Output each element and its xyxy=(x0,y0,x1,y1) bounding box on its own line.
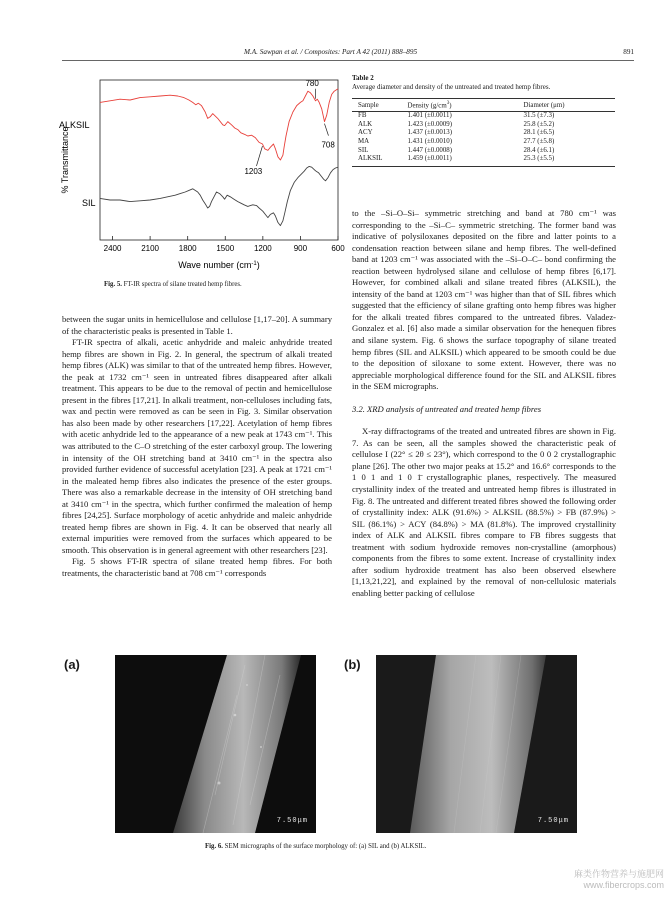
right-paragraph-2: X-ray diffractograms of the treated and untreated fibres are shown in Fig. 7. As can be seen, all the samples showed the characteristic peak of cellulose I (22° ≤ 2θ ≤ 23°), which correspond to the 0 0 2 crystallographic plane [26]. The other two major peaks at 15.2° and 16.6° corresponds to the 1 0 1 and 1 0 1̄ crystallographic planes, respectively. The measured crystallinity index of the treated and untreated hemp fibres is illustrated in Fig. 8. The untreated and different treated fibres showed the following order of crystallinity index: ALK (91.6%) > ALKSIL (88.5%) > FB (87.9%) > SIL (86.1%) > ACY (84.8%) > MA (81.8%). The improved crystallinity index of ALK and ALKSIL fibres compare to FB fibres suggests that treatment with sodium hydroxide removes non-crystalline (amorphous) components from the fibres to some extent. Increase of crystallinity index after sodium hydroxide treatment has also been observed elsewhere [1,13,21,22], and explained by the removal of non-cellulosic materials enabling better packing of cellulose xyxy=(352,426,616,598)
sem-image-alksil xyxy=(376,655,577,833)
col-diameter: Diameter (μm) xyxy=(484,99,616,112)
left-paragraph-1: between the sugar units in hemicellulose and cellulose [1,17–20]. A summary of the characteristic peaks is presented in Table 1. xyxy=(62,314,332,336)
left-column xyxy=(62,314,332,580)
col-sample: Sample xyxy=(352,99,401,112)
left-paragraph-2: FT-IR spectra of alkali, acetic anhydride and maleic anhydride treated hemp fibres are shown in Fig. 2. In general, the spectrum of alkali treated hemp fibres (ALK) was similar to that of the untreated hemp fibres. However, the peak at 1732 cm⁻¹ seen in untreated fibres disappeared after alkali treatment. This appears to be due to the removal of pectin and hemicellulose present in the fibres [17,21]. In alkali treatment, non-celluloses including fats, wax and pectin were removed as can be seen in Fig. 3. Similar observation has also been made by other researchers [17,22]. Acetylation of hemp fibres with acetic anhydride led to the appearance of a new peak at 1743 cm⁻¹. This was attributed to the C–O stretching of the ester carboxyl group. The lowering in intensity of the OH stretching band at 3410 cm⁻¹ in the spectra also provided further evidence of successful acetylation [23]. A peak at 1721 cm⁻¹ in the maleated hemp fibres also indicates the presence of the ester groups. There was also a remarkable decrease in the intensity of OH stretching band at 3410 cm⁻¹ in the spectra, which further confirmed the maleation of hemp fibres [24,25]. Surface morphology of acetic anhydride and maleic anhydride treated hemp fibres are shown in Fig. 4. It can be observed that nearly all external impurities were removed from the surfaces which appeared to be smooth. This observation is in general agreement with other researchers [23]. xyxy=(62,337,332,555)
header-rule xyxy=(62,60,634,61)
series-line-sil xyxy=(100,166,338,225)
x-tick-label: 1200 xyxy=(253,244,272,253)
table-row: FB 1.401 (±0.0011) 31.5 (±7.3) xyxy=(358,112,555,120)
spectra-lines xyxy=(100,89,338,226)
annotation-arrow xyxy=(256,146,262,166)
sem-image-sil xyxy=(115,655,316,833)
x-tick-label: 2100 xyxy=(141,244,160,253)
left-paragraph-3: Fig. 5 shows FT-IR spectra of silane treated hemp fibres. For both treatments, the characteristic band at 708 cm⁻¹ corresponds xyxy=(62,556,332,579)
col-density: Density $(g/cm^3)$ xyxy=(401,99,483,112)
x-tick-label: 2400 xyxy=(103,244,122,253)
series-label-sil: SIL xyxy=(82,198,96,208)
watermark xyxy=(574,869,664,891)
plot-frame xyxy=(100,80,338,240)
x-tick-label: 1800 xyxy=(178,244,197,253)
table2 xyxy=(352,98,615,167)
section-heading: 3.2. XRD analysis of untreated and treated hemp fibres xyxy=(352,403,542,414)
y-axis-label: % Transmittance xyxy=(60,126,70,194)
fig6-label-b: (b) xyxy=(344,657,361,672)
scale-bar-a: 7.50μm xyxy=(276,817,308,825)
watermark-line-2: www.fibercrops.com xyxy=(583,880,664,890)
table-row: MA 1.431 (±0.0010) 27.7 (±5.8) xyxy=(358,138,555,146)
table-row: ALK 1.423 (±0.0009) 25.8 (±5.2) xyxy=(358,120,555,128)
x-axis-label: Wave number $(cm^{-1})$ xyxy=(178,260,260,270)
right-paragraph-1: to the –Si–O–Si– symmetric stretching and band at 780 cm⁻¹ was corresponding to the –Si–C– symmetric stretching. The former band was indicative of polysiloxanes deposited on the fibre and latter points to a condensation reaction between silane and hemp fibres. The well-defined band at 1203 cm⁻¹ was associated with the –Si–O–C– bond confirming the reaction between hydrolysed silane and cellulose of hemp fibres [6,17]. However, for combined alkali and silane treated fibres (ALKSIL), the intensity of the band at 1203 cm⁻¹ was higher than that of SIL fibres which suggested that the efficiency of silane grafting onto hemp fibres was higher for the alkali treated fibres compared to the untreated fibres. Valadez-Gonzalez et al. [6] also made a similar observation for the henequen fibres and silane system. Fig. 6 shows the surface topography of silane treated hemp fibres (SIL and ALKSIL) which appeared to be smooth could be due to the deposition of siloxane to some extent. However, there was no appreciable morphological difference found for the SIL and ALKSIL fibres in the SEM micrographs. xyxy=(352,208,616,392)
x-tick-label: 600 xyxy=(331,244,345,253)
ftir-chart xyxy=(56,76,346,276)
page-number: 891 xyxy=(623,48,634,56)
right-column xyxy=(352,208,616,600)
watermark-line-1: 麻类作物营养与施肥网 xyxy=(573,869,664,879)
fig5-caption: Fig. 5. FT-IR spectra of silane treated hemp fibres. xyxy=(104,281,242,288)
annotation-label: 780 xyxy=(305,78,319,88)
x-ticks xyxy=(104,236,346,253)
series-label-alksil: ALKSIL xyxy=(59,120,90,130)
table-row: ACY 1.437 (±0.0013) 28.1 (±6.5) xyxy=(358,129,555,137)
x-tick-label: 900 xyxy=(293,244,308,253)
annotation-label: 1203 xyxy=(244,167,263,176)
table-row: SIL 1.447 (±0.0008) 28.4 (±6.1) xyxy=(358,146,555,154)
peak-annotations xyxy=(244,79,335,176)
table2-title: Table 2 Average diameter and density of the untreated and treated hemp fibres. xyxy=(352,74,551,91)
scale-bar-b: 7.50μm xyxy=(537,817,569,825)
series-line-alksil xyxy=(100,89,338,160)
fig6-caption: Fig. 6. SEM micrographs of the surface morphology of: (a) SIL and (b) ALKSIL. xyxy=(205,843,427,850)
running-header: M.A. Sawpan et al. / Composites: Part A 42 (2011) 888–895 xyxy=(244,48,418,56)
x-tick-label: 1500 xyxy=(216,244,235,253)
fig6-label-a: (a) xyxy=(64,657,80,672)
table-row: ALKSIL 1.459 (±0.0011) 25.3 (±5.5) xyxy=(352,155,615,166)
annotation-arrow xyxy=(324,124,328,136)
annotation-label: 708 xyxy=(321,140,335,150)
